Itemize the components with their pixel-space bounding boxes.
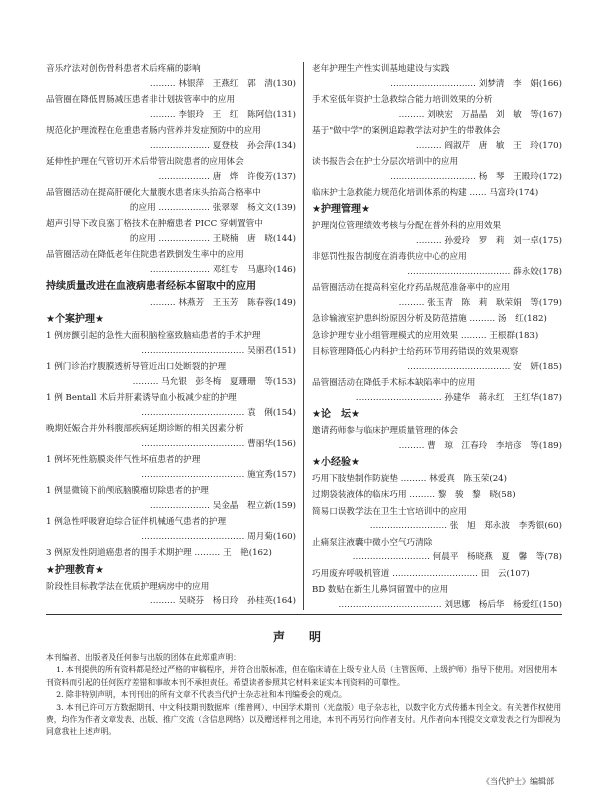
divider-line [46,614,562,615]
toc-entry[interactable] [312,424,562,453]
toc-entry-title: 临床护士急救能力规范化培训体系的构建 …… 马富玲(174) [312,187,539,198]
notice-item: 3. 本刊已许可万方数据期刊、中文科技期刊数据库（维普网）、中国学术期刊（光盘版）电子杂志社，以数字化方式传播本刊全文。有关著作权使用费，均作为作者文章发表、出版、推广交流（含信息网络）以及赠送样刊之用途，本刊不再另行向作者支付。凡作者向本刊提交文章发表之行为即视为同意我社上述声明。 [46,702,562,737]
toc-entry-title: 品管圈活动在提高肝硬化大量腹水患者床头抬高合格率中 [46,187,261,198]
toc-section-heading: ★个案护理★ [46,314,104,326]
toc-entry[interactable] [312,567,562,582]
toc-entry-authors-page: ……………………………… 刘思娜 杨后华 杨爱红(150) [338,599,562,610]
toc-entry-authors-page: 的应用 ……………… 张翠翠 杨文文(139) [129,202,296,213]
toc-entry[interactable] [46,360,296,389]
toc-entry[interactable] [312,186,562,201]
toc-entry-authors-page: 的应用 ……………… 王晓楠 唐 晓(144) [129,233,296,244]
toc-section-heading: ★论 坛★ [312,409,360,421]
notice-intro: 本刊编者、出版者及任何参与出版的团体在此郑重声明： [46,653,241,662]
toc-entry-title: 规范化护理流程在危重患者肠内营养并发症预防中的应用 [46,125,261,136]
toc-entry-title: 3 例原发性阴道癌患者的围手术期护理 ……… 王 艳(162) [46,548,272,559]
toc-entry-title: 品管圈活动在降低老年住院患者跌倒发生率中的应用 [46,249,244,260]
toc-entry-authors-page: ……… 刘映宏 万晶晶 刘 敏 等(167) [398,109,562,120]
toc-entry-authors-page: ……………………………… 袁 俐(154) [141,407,296,418]
toc-entry-title: 1 例显微镜下前颅底脑膜瘤切除患者的护理 [46,486,209,497]
toc-entry-authors-page: ……………………………… 安 妍(185) [407,361,562,372]
toc-section-heading: ★护理教育★ [46,564,104,576]
toc-entry[interactable] [312,219,562,248]
toc-entry-title: 急诊输液室护患纠纷原因分析及防范措施 ……… 汤 红(182) [312,314,547,325]
toc-entry[interactable] [46,580,296,609]
notice-item: 1. 本刊提供的所有资料都是经过严格的审稿程序，并符合出版标准，但在临床请在上级专业人员（主管医师、上级护师）指导下使用。对因使用本刊资料而引起的任何医疗差错和事故本刊不承担责任。希望读者参照其它材料来证实本刊资料的可靠性。 [46,665,558,687]
toc-entry-title: 阶段性目标教学法在优质护理病房中的应用 [46,581,210,592]
toc-entry-authors-page: ……… 阎淑芹 唐 敏 王 玲(170) [415,140,562,151]
toc-entry-title: 品管圈活动在降低手术标本缺陷率中的应用 [312,378,476,389]
toc-entry[interactable] [46,186,296,215]
toc-entry[interactable] [46,329,296,358]
toc-entry-authors-page: ……… 林燕芳 王玉芳 陈春蓉(149) [149,297,296,308]
toc-entry-authors-page: ……… 马允银 彭冬梅 夏珊珊 等(153) [132,376,296,387]
toc-entry[interactable] [46,217,296,246]
toc-entry[interactable] [312,472,562,487]
toc-entry-title: 手术室低年资护士急救综合能力培训效果的分析 [312,94,493,105]
toc-entry-authors-page: ……………………………… 施宜秀(157) [141,469,296,480]
toc-entry[interactable] [312,345,562,374]
toc-entry-authors-page: ……………………………… 周月菊(160) [141,531,296,542]
toc-entry-authors-page: ………………… 夏登枝 孙会萍(134) [149,140,296,151]
notice-signature: 《当代护士》编辑部 [482,777,554,786]
toc-entry-authors-page: ………………… 邓红专 马惠玲(146) [149,264,296,275]
toc-entry-authors-page: ……………………………… 吴丽君(151) [141,345,296,356]
toc-entry-title: 非惩罚性报告制度在消毒供应中心的应用 [312,252,467,263]
table-of-contents [46,62,562,610]
toc-entry[interactable] [312,62,562,91]
toc-entry[interactable] [312,505,562,534]
toc-section-heading: ★小经验★ [312,457,360,469]
toc-entry-authors-page: ……… 张玉青 陈 莉 耿荣娟 等(179) [398,297,562,308]
toc-entry[interactable] [46,515,296,544]
toc-entry[interactable] [46,546,296,561]
toc-entry[interactable] [312,536,562,565]
toc-entry-title: 读书报告会在护士分层次培训中的应用 [312,156,459,167]
toc-entry-authors-page: ……………… 唐 烨 许俊芳(137) [158,171,296,182]
toc-section-heading: ★护理管理★ [312,204,370,216]
toc-entry-title: 晚期妊娠合并外科腹部疾病延期诊断的相关因素分析 [46,424,244,435]
toc-entry[interactable] [312,488,562,503]
toc-entry-authors-page: ………………………… 刘梦清 李 娟(166) [390,78,562,89]
toc-entry-title: 邀请药师参与临床护理质量管理的体会 [312,426,459,437]
toc-entry-title: 巧用废弃呼吸机管道 ………………………… 田 云(107) [312,568,530,579]
toc-entry-title: 止痛泵注液囊中微小空气巧清除 [312,537,433,548]
toc-entry-title: 超声引导下改良塞丁格技术在肿瘤患者 PICC 穿刺置管中 [46,218,263,229]
toc-entry-title: 1 例急性呼吸窘迫综合征伴机械通气患者的护理 [46,517,227,528]
toc-entry-title: 1 例坏死性筋膜炎伴气性坏疽患者的护理 [46,455,201,466]
toc-entry-authors-page: ……… 吴晓芬 杨日玲 孙桂英(164) [149,596,296,607]
toc-entry[interactable] [312,376,562,405]
toc-entry[interactable] [312,312,562,327]
toc-entry[interactable] [312,155,562,184]
toc-entry[interactable] [312,250,562,279]
toc-entry-title: BD 数贴在新生儿鼻饲留置中的应用 [312,585,449,596]
toc-entry-authors-page: ……………………………… 薛永姣(178) [407,266,562,277]
column-divider [303,62,304,610]
notice-body [46,652,562,739]
toc-entry[interactable] [46,93,296,122]
toc-entry-title: 品管圈在降低胃肠减压患者非计划拔管率中的应用 [46,94,236,105]
toc-left-column [46,62,296,611]
toc-entry-title: 简易口误教学法在卫生士官培训中的应用 [312,506,467,517]
toc-entry-authors-page: ……………………………… 曹丽华(156) [141,438,296,449]
toc-entry[interactable] [46,453,296,482]
toc-entry-authors-page: ……………………… 张 旭 郑永波 李秀银(60) [369,521,562,532]
toc-entry[interactable] [312,124,562,153]
toc-entry[interactable] [312,329,562,344]
toc-entry-title: 1 例 Bentall 术后并肝素诱导血小板减少症的护理 [46,393,237,404]
toc-entry-title: 老年护理生产性实训基地建设与实践 [312,64,450,74]
toc-entry-authors-page: ……… 李银玲 王 红 陈阿信(131) [149,109,296,120]
toc-entry[interactable] [46,62,296,91]
notice-title: 声 明 [272,630,327,644]
toc-entry-title: 护理岗位管理绩效考核与分配在普外科的应用效果 [312,221,502,232]
toc-entry[interactable] [46,391,296,420]
toc-entry[interactable] [46,484,296,513]
toc-section-heading: 持续质量改进在血液病患者经标本留取中的应用 [46,280,256,292]
toc-entry-title: 音乐疗法对创伤骨科患者术后疼痛的影响 [46,64,201,74]
toc-entry[interactable] [46,155,296,184]
notice-item: 2. 除非特别声明，本刊刊出的所有文章不代表当代护士杂志社和本刊编委会的观点。 [56,690,347,700]
toc-entry-authors-page: ………………………… 杨 琴 王殿玲(172) [390,171,562,182]
toc-entry[interactable] [312,93,562,122]
toc-entry-title: 品管圈活动在提高科室化疗药品规范准备率中的应用 [312,283,510,294]
toc-entry-title: 目标管理降低心内科护士给药环节用药错误的效果观察 [312,347,519,358]
toc-entry[interactable] [46,248,296,277]
toc-entry[interactable] [312,281,562,310]
toc-entry-title: 1 例门诊治疗腹膜透析导管近出口处断裂的护理 [46,362,227,373]
toc-entry[interactable] [312,583,562,612]
toc-entry-title: 基于"做中学"的案例追踪教学法对护生的带教体会 [312,125,501,136]
toc-entry[interactable] [46,124,296,153]
toc-entry-authors-page: ……… 林银萍 王燕红 郭 清(130) [149,78,296,89]
toc-entry-authors-page: ……… 孙爱玲 罗 莉 刘一卓(175) [415,235,562,246]
toc-entry-authors-page: ………………………… 孙建华 蒋永红 王红华(187) [355,392,562,403]
toc-entry[interactable] [46,422,296,451]
toc-right-column [312,62,562,614]
toc-entry-title: 过期袋装液体的临床巧用 ……… 黎 骏 黎 晓(58) [312,490,516,501]
toc-entry-title: 急诊护理专业小组管理模式的应用效果 ……… 王根群(183) [312,330,539,341]
toc-entry-title: 延伸性护理在气管切开术后带管出院患者的应用体会 [46,156,244,167]
toc-entry-title: 巧用下肢垫制作防旋垫 ……… 林爱真 陈玉荣(24) [312,474,507,485]
toc-entry-authors-page: ………………… 吴金晶 程立新(159) [149,500,296,511]
toc-entry[interactable] [46,296,296,311]
toc-entry-authors-page: ……………………… 何晨平 杨晓燕 夏 馨 等(78) [352,552,562,563]
toc-entry-title: 1 例房颤引起的急性大面积脑栓塞致脑疝患者的手术护理 [46,331,261,342]
toc-entry-authors-page: ……… 曹 琼 江春玲 李培彦 等(189) [398,440,562,451]
